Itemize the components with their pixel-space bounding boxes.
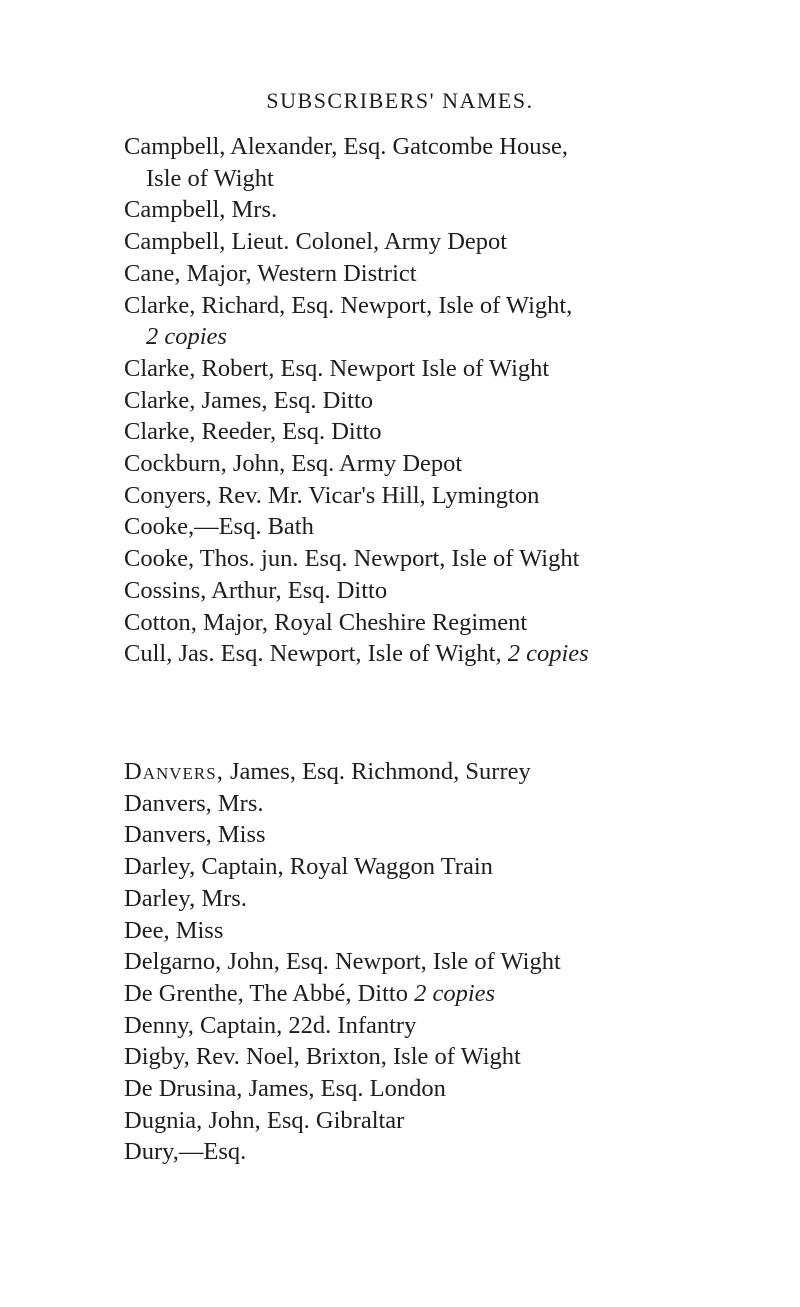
subscriber-entry bbox=[124, 1136, 764, 1168]
subscriber-entry bbox=[124, 290, 764, 322]
entry-text: Campbell, Lieut. Colonel, Army Depot bbox=[124, 228, 508, 256]
subscriber-entry bbox=[124, 226, 764, 258]
entry-text: Darley, Captain, Royal Waggon Train bbox=[124, 853, 493, 881]
entry-continuation: Isle of Wight bbox=[146, 164, 274, 192]
entry-text: Darley, Mrs. bbox=[124, 884, 247, 912]
entry-text: Cull, Jas. Esq. Newport, Isle of Wight, bbox=[124, 640, 508, 668]
subscriber-entry bbox=[124, 1041, 764, 1073]
subscriber-entry bbox=[124, 819, 764, 851]
subscriber-entry bbox=[124, 1105, 764, 1137]
subscriber-entry bbox=[124, 194, 764, 226]
subscriber-entry bbox=[124, 353, 764, 385]
subscriber-entry bbox=[124, 756, 764, 788]
entry-text: Danvers, Miss bbox=[124, 821, 266, 849]
page-heading: SUBSCRIBERS' NAMES. bbox=[266, 88, 534, 113]
subscriber-entry bbox=[124, 638, 764, 670]
entry-text: Campbell, Mrs. bbox=[124, 196, 278, 224]
entry-text: Cotton, Major, Royal Cheshire Regiment bbox=[124, 608, 528, 636]
subscriber-entry bbox=[124, 131, 764, 163]
subscriber-entry bbox=[124, 511, 764, 543]
subscriber-entry bbox=[124, 946, 764, 978]
entry-text: Dugnia, John, Esq. Gibraltar bbox=[124, 1106, 405, 1134]
copies-note: 2 copies bbox=[414, 979, 496, 1007]
entry-text: Dury,—Esq. bbox=[124, 1138, 247, 1166]
entry-text: Cossins, Arthur, Esq. Ditto bbox=[124, 576, 388, 604]
entry-text: Cooke,—Esq. Bath bbox=[124, 513, 314, 541]
copies-note: 2 copies bbox=[507, 640, 589, 668]
subscriber-entry bbox=[124, 1010, 764, 1042]
entry-text: Cooke, Thos. jun. Esq. Newport, Isle of Wight bbox=[124, 545, 580, 573]
subscriber-entry bbox=[124, 448, 764, 480]
entry-text: De Drusina, James, Esq. London bbox=[124, 1075, 446, 1103]
subscriber-entry bbox=[124, 258, 764, 290]
subscriber-entry bbox=[124, 851, 764, 883]
entry-text: De Grenthe, The Abbé, Ditto bbox=[124, 979, 415, 1007]
subscriber-entry bbox=[124, 416, 764, 448]
subscriber-list-c bbox=[124, 131, 764, 670]
entry-surname: Danvers, bbox=[124, 758, 224, 785]
subscriber-entry bbox=[124, 1073, 764, 1105]
subscriber-entry bbox=[124, 788, 764, 820]
entry-text: Cane, Major, Western District bbox=[124, 259, 417, 287]
entry-text: Denny, Captain, 22d. Infantry bbox=[124, 1011, 417, 1039]
subscriber-entry bbox=[124, 543, 764, 575]
copies-note: 2 copies bbox=[146, 323, 227, 351]
entry-text: Delgarno, John, Esq. Newport, Isle of Wight bbox=[124, 948, 561, 976]
entry-text: Danvers, Mrs. bbox=[124, 789, 264, 817]
subscriber-entry bbox=[124, 978, 764, 1010]
entry-text: Clarke, Reeder, Esq. Ditto bbox=[124, 418, 382, 446]
subscriber-list-d bbox=[124, 756, 764, 1168]
subscriber-entry bbox=[124, 480, 764, 512]
subscriber-entry bbox=[124, 915, 764, 947]
entry-text: Dee, Miss bbox=[124, 916, 224, 944]
subscriber-entry bbox=[124, 883, 764, 915]
entry-text: Conyers, Rev. Mr. Vicar's Hill, Lymington bbox=[124, 481, 540, 509]
entry-text: Clarke, Robert, Esq. Newport Isle of Wight bbox=[124, 354, 550, 382]
entry-text: Clarke, Richard, Esq. Newport, Isle of Wight, bbox=[124, 291, 573, 319]
subscriber-entry bbox=[124, 607, 764, 639]
subscriber-entry bbox=[124, 385, 764, 417]
entry-text: Cockburn, John, Esq. Army Depot bbox=[124, 450, 463, 478]
entry-text: Clarke, James, Esq. Ditto bbox=[124, 386, 374, 414]
entry-text: James, Esq. Richmond, Surrey bbox=[223, 758, 531, 785]
entry-text: Campbell, Alexander, Esq. Gatcombe House, bbox=[124, 133, 568, 160]
entry-text: Digby, Rev. Noel, Brixton, Isle of Wight bbox=[124, 1043, 521, 1071]
subscriber-entry bbox=[124, 575, 764, 607]
